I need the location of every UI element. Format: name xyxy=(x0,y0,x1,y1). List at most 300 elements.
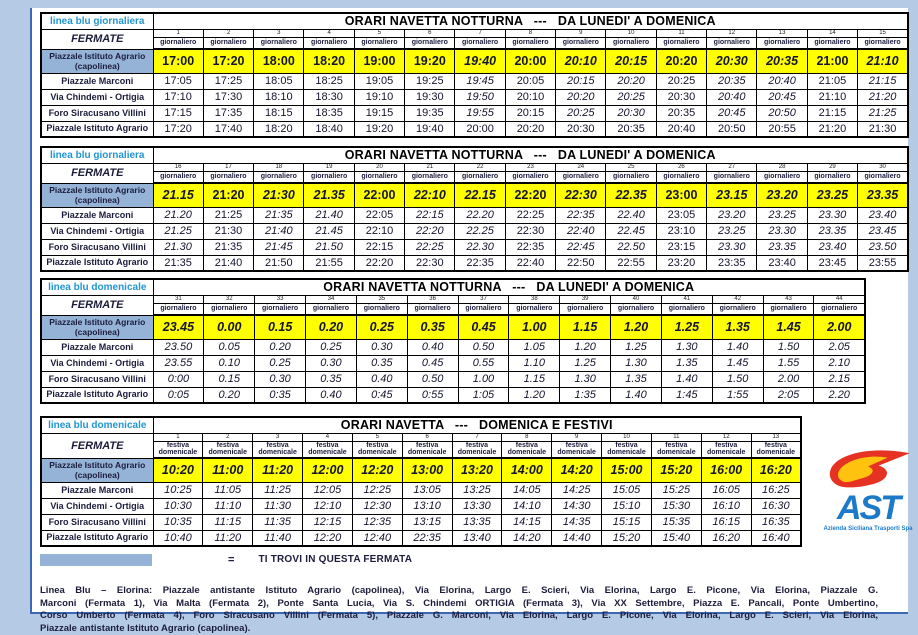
time-cell: 20:40 xyxy=(656,121,706,137)
column-number: 7 xyxy=(455,29,505,37)
column-number: 35 xyxy=(356,295,407,303)
time-cell: 20:30 xyxy=(707,49,757,73)
time-cell: 21.40 xyxy=(304,207,354,223)
time-cell: 19:40 xyxy=(405,121,455,137)
time-cell: 1.40 xyxy=(611,387,662,403)
table-title: ORARI NAVETTA NOTTURNA --- DA LUNEDI' A DOMENICA xyxy=(153,13,908,29)
column-number: 10 xyxy=(602,433,652,441)
time-cell: 12:00 xyxy=(303,458,353,482)
ast-swoosh-icon xyxy=(823,447,913,495)
time-cell: 23.40 xyxy=(858,207,908,223)
time-cell: 16:10 xyxy=(701,498,751,514)
time-cell: 20:45 xyxy=(757,89,807,105)
time-cell: 1.25 xyxy=(611,339,662,355)
timetable-4 xyxy=(40,416,802,547)
time-cell: 12:25 xyxy=(352,482,402,498)
time-cell: 1.45 xyxy=(712,355,763,371)
time-cell: 14:20 xyxy=(552,458,602,482)
time-cell: 22:55 xyxy=(606,255,656,271)
time-cell: 16:40 xyxy=(751,530,801,546)
time-cell: 22.30 xyxy=(455,239,505,255)
time-cell: 1.40 xyxy=(712,339,763,355)
time-cell: 18:20 xyxy=(254,121,304,137)
column-number: 37 xyxy=(458,295,509,303)
column-number: 21 xyxy=(405,163,455,171)
time-cell: 23.40 xyxy=(807,239,857,255)
fermate-header: FERMATE xyxy=(41,29,153,49)
time-cell: 18:20 xyxy=(304,49,354,73)
time-cell: 18:05 xyxy=(254,73,304,89)
service-type-label: giornaliero xyxy=(203,37,253,49)
time-cell: 0.45 xyxy=(458,315,509,339)
time-cell: 20:35 xyxy=(757,49,807,73)
time-cell: 11:35 xyxy=(253,514,303,530)
time-cell: 20:15 xyxy=(556,73,606,89)
column-number: 8 xyxy=(505,29,555,37)
time-cell: 11:30 xyxy=(253,498,303,514)
stop-row xyxy=(41,89,908,105)
stop-label: Foro Siracusano Villini xyxy=(41,514,153,530)
stop-label: Piazzale Marconi xyxy=(41,73,153,89)
time-cell: 14:00 xyxy=(502,458,552,482)
column-number: 33 xyxy=(255,295,306,303)
time-cell: 21:40 xyxy=(254,223,304,239)
time-cell: 0.40 xyxy=(356,371,407,387)
time-cell: 13:40 xyxy=(452,530,502,546)
time-cell: 1:05 xyxy=(458,387,509,403)
service-type-label: giornaliero xyxy=(255,303,306,315)
service-type-label: giornaliero xyxy=(153,171,203,183)
column-number: 41 xyxy=(661,295,712,303)
time-cell: 21:15 xyxy=(858,73,908,89)
service-type-label: giornaliero xyxy=(509,303,560,315)
time-cell: 23:55 xyxy=(858,255,908,271)
time-cell: 0.15 xyxy=(255,315,306,339)
column-number: 38 xyxy=(509,295,560,303)
time-cell: 23.50 xyxy=(153,339,204,355)
time-cell: 0.30 xyxy=(255,371,306,387)
table-title: ORARI NAVETTA NOTTURNA --- DA LUNEDI' A DOMENICA xyxy=(153,147,908,163)
stop-label: Via Chindemi - Ortigia xyxy=(41,89,153,105)
column-number: 40 xyxy=(611,295,662,303)
service-type-label: giornaliero xyxy=(807,37,857,49)
column-number: 15 xyxy=(858,29,908,37)
service-type-label: giornaliero xyxy=(858,171,908,183)
stop-label-capolinea: Piazzale Istituto Agrario (capolinea) xyxy=(41,49,153,73)
time-cell: 19:30 xyxy=(405,89,455,105)
time-cell: 1.10 xyxy=(509,355,560,371)
time-cell: 0.20 xyxy=(255,339,306,355)
time-cell: 23.15 xyxy=(707,183,757,207)
stop-label-capolinea: Piazzale Istituto Agrario (capolinea) xyxy=(41,183,153,207)
stop-row xyxy=(41,514,801,530)
service-type-label: giornaliero xyxy=(707,171,757,183)
service-type-label: giornaliero xyxy=(757,37,807,49)
table-title: ORARI NAVETTA NOTTURNA --- DA LUNEDI' A DOMENICA xyxy=(153,279,865,295)
time-cell: 23.35 xyxy=(807,223,857,239)
time-cell: 21.35 xyxy=(304,183,354,207)
time-cell: 17:35 xyxy=(203,105,253,121)
time-cell: 20:00 xyxy=(505,49,555,73)
time-cell: 11:25 xyxy=(253,482,303,498)
fermate-header: FERMATE xyxy=(41,295,153,315)
service-type-label: giornaliero xyxy=(204,303,255,315)
service-type-label: giornaliero xyxy=(807,171,857,183)
column-number: 3 xyxy=(254,29,304,37)
column-number: 24 xyxy=(556,163,606,171)
time-cell: 1.30 xyxy=(661,339,712,355)
service-type-label: festiva domenicale xyxy=(253,441,303,458)
time-cell: 0.55 xyxy=(458,355,509,371)
time-cell: 21.15 xyxy=(153,183,203,207)
stop-label: Foro Siracusano Villini xyxy=(41,239,153,255)
fermate-header: FERMATE xyxy=(41,433,153,458)
ast-logo xyxy=(820,447,916,532)
time-cell: 17:30 xyxy=(203,89,253,105)
time-cell: 22:30 xyxy=(505,223,555,239)
time-cell: 20:20 xyxy=(606,73,656,89)
stop-row xyxy=(41,339,865,355)
service-type-label: giornaliero xyxy=(606,171,656,183)
time-cell: 23.30 xyxy=(757,223,807,239)
column-number: 43 xyxy=(763,295,814,303)
line-name-label: linea blu domenicale xyxy=(41,417,153,433)
time-cell: 16:05 xyxy=(701,482,751,498)
column-number: 10 xyxy=(606,29,656,37)
time-cell: 15:20 xyxy=(602,530,652,546)
time-cell: 21:00 xyxy=(807,49,857,73)
route-description-line: Corso Umberto (Fermata 4), Foro Siracusano Villini (Fermata 5), Piazzale G. Marconi, Via Elorina, Largo E. Picone, Via Elorina, Largo E. Scieri, Via Elorina, xyxy=(40,610,878,623)
column-number: 5 xyxy=(354,29,404,37)
time-cell: 15:15 xyxy=(602,514,652,530)
service-type-label: festiva domenicale xyxy=(153,441,203,458)
time-cell: 21:35 xyxy=(153,255,203,271)
time-cell: 23.20 xyxy=(757,183,807,207)
time-cell: 20:45 xyxy=(707,105,757,121)
time-cell: 17:05 xyxy=(153,73,203,89)
time-cell: 21:45 xyxy=(254,239,304,255)
time-cell: 17:20 xyxy=(153,121,203,137)
ast-logo-text: AST xyxy=(820,493,916,523)
time-cell: 0.25 xyxy=(255,355,306,371)
service-type-label: giornaliero xyxy=(556,37,606,49)
time-cell: 22.40 xyxy=(606,207,656,223)
time-cell: 19:05 xyxy=(354,73,404,89)
time-cell: 23.50 xyxy=(858,239,908,255)
time-cell: 19:10 xyxy=(354,89,404,105)
service-type-label: giornaliero xyxy=(356,303,407,315)
column-number: 3 xyxy=(253,433,303,441)
service-type-label: giornaliero xyxy=(306,303,357,315)
time-cell: 14:25 xyxy=(552,482,602,498)
stop-row xyxy=(41,371,865,387)
service-type-label: giornaliero xyxy=(763,303,814,315)
time-cell: 22:35 xyxy=(402,530,452,546)
time-cell: 17:40 xyxy=(203,121,253,137)
time-cell: 19:20 xyxy=(354,121,404,137)
time-cell: 23.45 xyxy=(858,223,908,239)
column-number: 11 xyxy=(656,29,706,37)
time-cell: 2.10 xyxy=(814,355,865,371)
time-cell: 12:30 xyxy=(352,498,402,514)
time-cell: 12:05 xyxy=(303,482,353,498)
service-type-label: giornaliero xyxy=(661,303,712,315)
column-number: 16 xyxy=(153,163,203,171)
time-cell: 21.30 xyxy=(153,239,203,255)
column-number: 42 xyxy=(712,295,763,303)
time-cell: 18:10 xyxy=(254,89,304,105)
time-cell: 14:05 xyxy=(502,482,552,498)
time-cell: 23:15 xyxy=(656,239,706,255)
time-cell: 18:40 xyxy=(304,121,354,137)
column-number: 13 xyxy=(757,29,807,37)
time-cell: 22:15 xyxy=(405,207,455,223)
time-cell: 14:30 xyxy=(552,498,602,514)
service-type-label: giornaliero xyxy=(656,37,706,49)
service-type-label: giornaliero xyxy=(354,171,404,183)
time-cell: 19:15 xyxy=(354,105,404,121)
stop-row xyxy=(41,121,908,137)
service-type-label: giornaliero xyxy=(254,171,304,183)
time-cell: 1.15 xyxy=(560,315,611,339)
time-cell: 21:10 xyxy=(858,49,908,73)
time-cell: 20:40 xyxy=(757,73,807,89)
time-cell: 13:15 xyxy=(402,514,452,530)
time-cell: 1.55 xyxy=(763,355,814,371)
time-cell: 21:15 xyxy=(807,105,857,121)
service-type-label: giornaliero xyxy=(712,303,763,315)
time-cell: 2.15 xyxy=(814,371,865,387)
fermate-header: FERMATE xyxy=(41,163,153,183)
time-cell: 20:35 xyxy=(606,121,656,137)
time-cell: 10:25 xyxy=(153,482,203,498)
time-cell: 0.25 xyxy=(306,339,357,355)
time-cell: 1.35 xyxy=(661,355,712,371)
time-cell: 15:40 xyxy=(651,530,701,546)
service-type-label: giornaliero xyxy=(405,171,455,183)
time-cell: 20:25 xyxy=(606,89,656,105)
time-cell: 13:30 xyxy=(452,498,502,514)
time-cell: 16:15 xyxy=(701,514,751,530)
time-cell: 16:20 xyxy=(751,458,801,482)
service-type-label: giornaliero xyxy=(505,37,555,49)
time-cell: 23:35 xyxy=(707,255,757,271)
time-cell: 20:50 xyxy=(757,105,807,121)
time-cell: 22.15 xyxy=(455,183,505,207)
service-type-label: giornaliero xyxy=(707,37,757,49)
time-cell: 23.25 xyxy=(757,207,807,223)
stop-row xyxy=(41,207,908,223)
service-type-label: festiva domenicale xyxy=(452,441,502,458)
time-cell: 0.00 xyxy=(204,315,255,339)
stop-label-capolinea: Piazzale Istituto Agrario (capolinea) xyxy=(41,315,153,339)
time-cell: 15:05 xyxy=(602,482,652,498)
service-type-label: giornaliero xyxy=(455,37,505,49)
column-number: 44 xyxy=(814,295,865,303)
service-type-label: giornaliero xyxy=(560,303,611,315)
time-cell: 21:20 xyxy=(858,89,908,105)
time-cell: 20:00 xyxy=(455,121,505,137)
timetables-container xyxy=(32,12,908,547)
service-type-label: festiva domenicale xyxy=(751,441,801,458)
time-cell: 22:20 xyxy=(354,255,404,271)
service-type-label: giornaliero xyxy=(304,171,354,183)
service-type-label: festiva domenicale xyxy=(502,441,552,458)
time-cell: 14:35 xyxy=(552,514,602,530)
column-number: 9 xyxy=(556,29,606,37)
column-number: 36 xyxy=(407,295,458,303)
time-cell: 12:20 xyxy=(303,530,353,546)
stop-row xyxy=(41,183,908,207)
time-cell: 18:35 xyxy=(304,105,354,121)
timetable-2 xyxy=(40,146,909,272)
column-number: 12 xyxy=(707,29,757,37)
time-cell: 22.45 xyxy=(606,223,656,239)
time-cell: 21:35 xyxy=(203,239,253,255)
time-cell: 21:35 xyxy=(254,207,304,223)
time-cell: 22:05 xyxy=(354,207,404,223)
time-cell: 18:00 xyxy=(254,49,304,73)
service-type-label: giornaliero xyxy=(458,303,509,315)
time-cell: 14:20 xyxy=(502,530,552,546)
time-cell: 13:25 xyxy=(452,482,502,498)
time-cell: 23.45 xyxy=(153,315,204,339)
time-cell: 11:20 xyxy=(253,458,303,482)
time-cell: 2.05 xyxy=(814,339,865,355)
stop-label: Piazzale Istituto Agrario xyxy=(41,121,153,137)
time-cell: 20:15 xyxy=(505,105,555,121)
time-cell: 15:00 xyxy=(602,458,652,482)
stop-row xyxy=(41,387,865,403)
time-cell: 21:30 xyxy=(203,223,253,239)
legend-text: TI TROVI IN QUESTA FERMATA xyxy=(258,554,412,565)
time-cell: 22:35 xyxy=(455,255,505,271)
time-cell: 22.50 xyxy=(606,239,656,255)
time-cell: 12:15 xyxy=(303,514,353,530)
time-cell: 12:10 xyxy=(303,498,353,514)
time-cell: 23:10 xyxy=(656,223,706,239)
column-number: 29 xyxy=(807,163,857,171)
stop-label: Piazzale Marconi xyxy=(41,339,153,355)
column-number: 34 xyxy=(306,295,357,303)
time-cell: 0.35 xyxy=(407,315,458,339)
time-cell: 0.35 xyxy=(306,371,357,387)
column-number: 30 xyxy=(858,163,908,171)
time-cell: 22:40 xyxy=(556,223,606,239)
service-type-label: giornaliero xyxy=(757,171,807,183)
time-cell: 21:25 xyxy=(858,105,908,121)
time-cell: 23:45 xyxy=(807,255,857,271)
time-cell: 20:30 xyxy=(556,121,606,137)
time-cell: 19:25 xyxy=(405,73,455,89)
time-cell: 1.15 xyxy=(509,371,560,387)
time-cell: 1.00 xyxy=(509,315,560,339)
time-cell: 15:10 xyxy=(602,498,652,514)
time-cell: 18:15 xyxy=(254,105,304,121)
table-title: ORARI NAVETTA --- DOMENICA E FESTIVI xyxy=(153,417,801,433)
timetable-1 xyxy=(40,12,909,138)
time-cell: 1:35 xyxy=(560,387,611,403)
time-cell: 1.25 xyxy=(661,315,712,339)
time-cell: 10:35 xyxy=(153,514,203,530)
time-cell: 21:50 xyxy=(254,255,304,271)
time-cell: 20:10 xyxy=(505,89,555,105)
time-cell: 11:20 xyxy=(203,530,253,546)
time-cell: 17:10 xyxy=(153,89,203,105)
time-cell: 19:00 xyxy=(354,49,404,73)
time-cell: 12:20 xyxy=(352,458,402,482)
column-number: 31 xyxy=(153,295,204,303)
line-name-label: linea blu giornaliera xyxy=(41,13,153,29)
time-cell: 20:50 xyxy=(707,121,757,137)
time-cell: 23.30 xyxy=(707,239,757,255)
time-cell: 13:05 xyxy=(402,482,452,498)
time-cell: 16:35 xyxy=(751,514,801,530)
time-cell: 13:00 xyxy=(402,458,452,482)
time-cell: 0.45 xyxy=(407,355,458,371)
time-cell: 2.20 xyxy=(814,387,865,403)
time-cell: 22:40 xyxy=(505,255,555,271)
service-type-label: giornaliero xyxy=(304,37,354,49)
time-cell: 1.20 xyxy=(560,339,611,355)
time-cell: 11:40 xyxy=(253,530,303,546)
time-cell: 22:30 xyxy=(556,183,606,207)
time-cell: 17:00 xyxy=(153,49,203,73)
column-number: 18 xyxy=(254,163,304,171)
time-cell: 18:25 xyxy=(304,73,354,89)
time-cell: 21.50 xyxy=(304,239,354,255)
time-cell: 0:05 xyxy=(153,387,204,403)
stop-row xyxy=(41,498,801,514)
time-cell: 1.20 xyxy=(509,387,560,403)
time-cell: 20:05 xyxy=(505,73,555,89)
column-number: 39 xyxy=(560,295,611,303)
column-number: 6 xyxy=(402,433,452,441)
stop-row xyxy=(41,255,908,271)
service-type-label: giornaliero xyxy=(858,37,908,49)
stop-row xyxy=(41,315,865,339)
stop-label: Piazzale Marconi xyxy=(41,207,153,223)
time-cell: 23:00 xyxy=(656,183,706,207)
column-number: 4 xyxy=(304,29,354,37)
stop-label: Piazzale Marconi xyxy=(41,482,153,498)
stop-label-capolinea: Piazzale Istituto Agrario (capolinea) xyxy=(41,458,153,482)
time-cell: 20:55 xyxy=(757,121,807,137)
time-cell: 10:20 xyxy=(153,458,203,482)
time-cell: 20:20 xyxy=(556,89,606,105)
time-cell: 1.05 xyxy=(509,339,560,355)
time-cell: 0.25 xyxy=(356,315,407,339)
time-cell: 17:15 xyxy=(153,105,203,121)
time-cell: 23.20 xyxy=(707,207,757,223)
service-type-label: giornaliero xyxy=(611,303,662,315)
stop-label: Via Chindemi - Ortigia xyxy=(41,223,153,239)
time-cell: 23.55 xyxy=(153,355,204,371)
column-number: 7 xyxy=(452,433,502,441)
stop-label: Via Chindemi - Ortigia xyxy=(41,355,153,371)
time-cell: 0:00 xyxy=(153,371,204,387)
time-cell: 21:05 xyxy=(807,73,857,89)
time-cell: 22.35 xyxy=(606,183,656,207)
time-cell: 21:10 xyxy=(807,89,857,105)
time-cell: 22:00 xyxy=(354,183,404,207)
time-cell: 13:10 xyxy=(402,498,452,514)
time-cell: 1:55 xyxy=(712,387,763,403)
time-cell: 16:00 xyxy=(701,458,751,482)
ast-logo-caption: Azienda Siciliana Trasporti Spa xyxy=(820,526,916,532)
line-name-label: linea blu giornaliera xyxy=(41,147,153,163)
stop-row xyxy=(41,239,908,255)
